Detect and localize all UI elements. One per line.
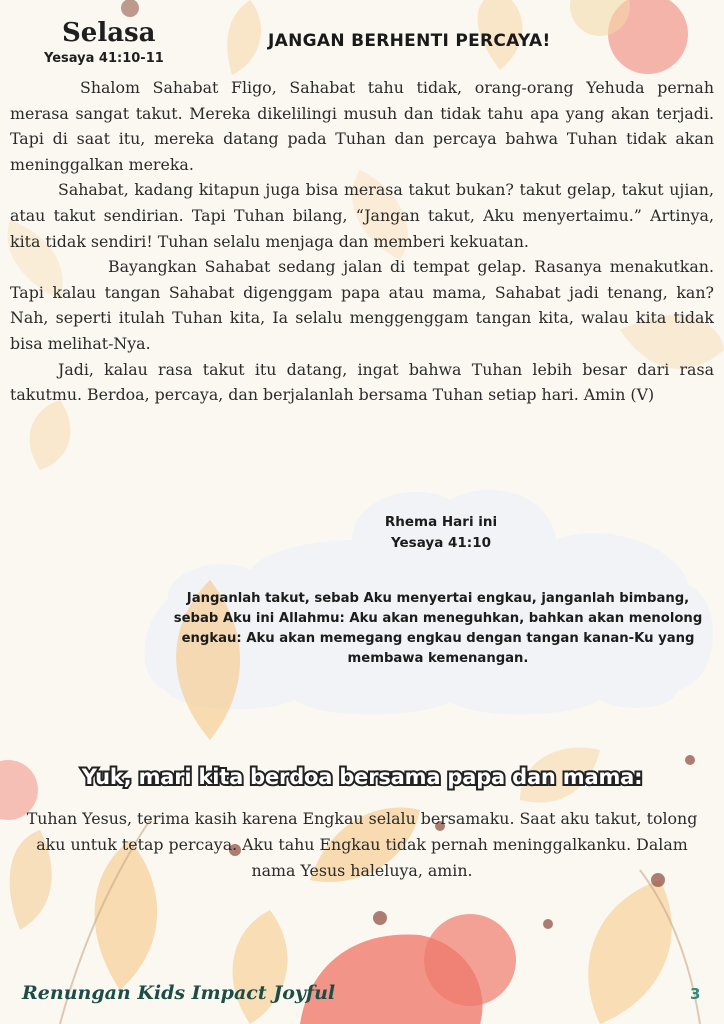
rhema-verse-reference: Yesaya 41:10 [390,535,491,551]
footer-brand: Renungan Kids Impact Joyful [22,982,336,1004]
berry-decoration [424,914,516,1006]
leaf-decoration [30,400,71,470]
berry-decoration [373,911,387,925]
article-paragraph: Bayangkan Sahabat sedang jalan di tempat gelap. Rasanya menakutkan. Tapi kalau tangan Sahabat digenggam papa atau mama, Sahabat jadi tenang, kan? Nah, seperti itulah Tuhan kita, Ia selalu menggenggam tangan kita, walau kita tidak bisa melihat-Nya. [10,257,714,353]
leaf-decoration [227,0,261,75]
berry-decoration [543,919,553,929]
rhema-verse: Janganlah takut, sebab Aku menyertai engkau, janganlah bimbang, sebab Aku ini Allahmu: Aku akan meneguhkan, bahkan akan menolong engkau: Aku akan memegang engkau dengan tangan kanan-Ku yang membawa kemenangan. [173,591,703,666]
rhema-title: Rhema Hari ini [384,514,498,530]
article-paragraph: Shalom Sahabat Fligo, Sahabat tahu tidak, orang-orang Yehuda pernah merasa sangat takut. Mereka dikelilingi musuh dan tidak tahu apa yang akan terjadi. Tapi di saat itu, mereka datang pada Tuhan dan percaya bahwa Tuhan tidak akan meninggalkan mereka. [10,78,714,174]
article-paragraph: Jadi, kalau rasa takut itu datang, ingat bahwa Tuhan lebih besar dari rasa takutmu. Berdoa, percaya, dan berjalanlah bersama Tuhan setiap hari. Amin (V) [10,359,714,405]
article-paragraph: Sahabat, kadang kitapun juga bisa merasa takut bukan? takut gelap, takut ujian, atau takut sendirian. Tapi Tuhan bilang, “Jangan takut, Aku menyertaimu.” Artinya, kita tidak sendiri! Tuhan selalu menjaga dan memberi kekuatan. [10,180,714,251]
leaf-decoration [233,910,288,1024]
prayer-text: Tuhan Yesus, terima kasih karena Engkau selalu bersamaku. Saat aku takut, tolong aku untuk tetap percaya. Aku tahu Engkau tidak pernah meninggalkanku. Dalam nama Yesus haleluya, amin. [26,809,698,880]
page-number: 3 [690,985,701,1003]
prayer-heading: Yuk, mari kita berdoa bersama papa dan mama: [81,765,643,789]
devotional-article [10,75,714,408]
page-title: JANGAN BERHENTI PERCAYA! [268,31,551,51]
day-label: Selasa [62,18,156,48]
scripture-reference: Yesaya 41:10-11 [44,51,164,66]
berry-decoration [685,755,695,765]
rhema-heading [356,512,526,554]
berry-decoration [121,0,139,17]
